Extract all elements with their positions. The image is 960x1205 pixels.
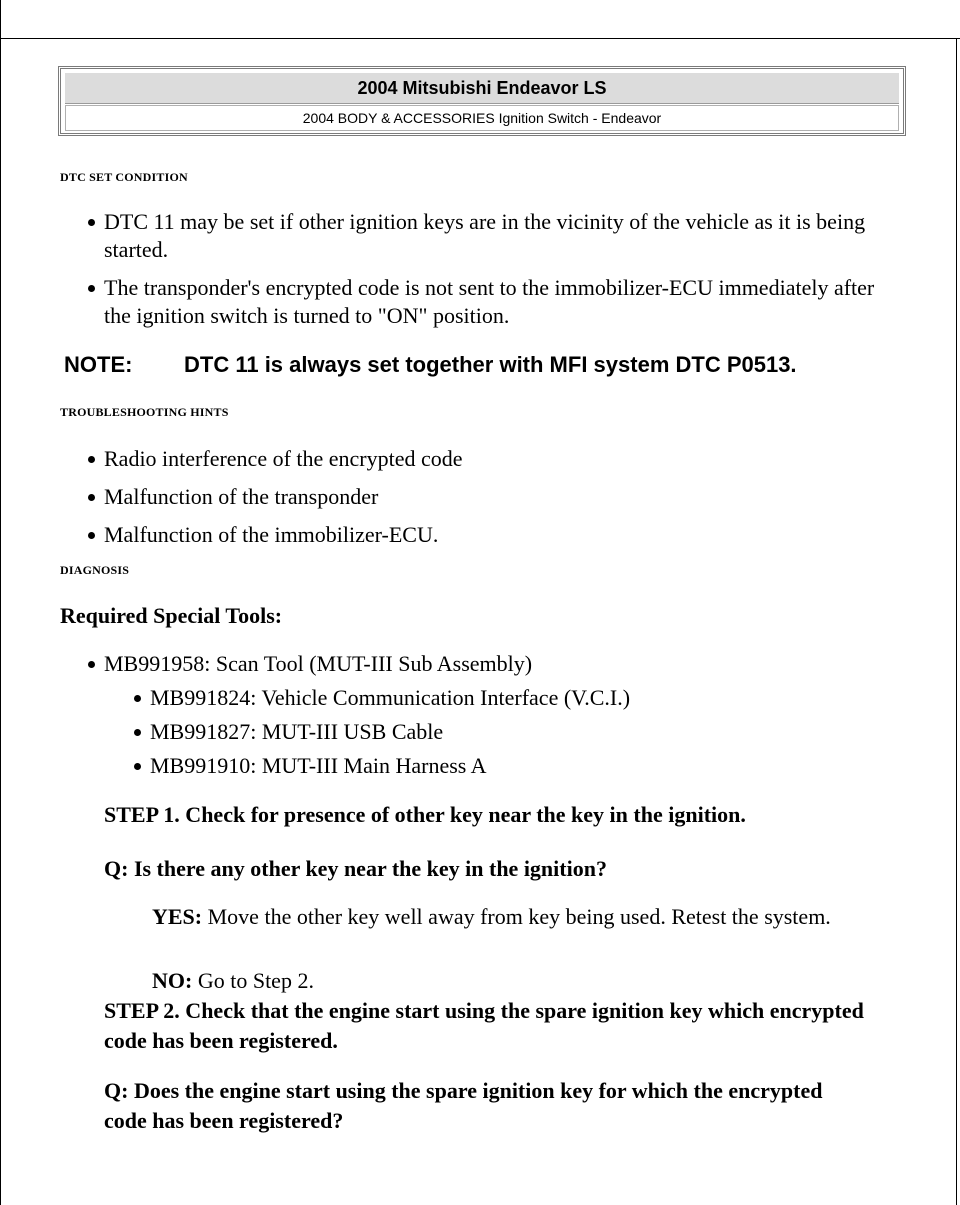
tools-sublist — [132, 684, 892, 786]
list-item: DTC 11 may be set if other ignition keys are in the vicinity of the vehicle as it is being started. — [86, 208, 906, 264]
answer-yes-1 — [152, 903, 872, 931]
note-label: NOTE: — [64, 352, 133, 377]
list-item: MB991824: Vehicle Communication Interface (V.C.I.) — [132, 684, 892, 712]
heading-diagnosis: DIAGNOSIS — [60, 563, 130, 577]
dtc-condition-list — [86, 208, 906, 340]
page-frame-right — [956, 38, 957, 1205]
page-frame-left — [0, 0, 1, 1205]
no-text: Go to Step 2. — [197, 968, 314, 993]
list-item: Radio interference of the encrypted code — [86, 445, 906, 473]
troubleshooting-list — [86, 445, 906, 559]
answer-no-1 — [152, 967, 872, 995]
question-2: Q: Does the engine start using the spare ignition key for which the encrypted code has been registered? — [104, 1078, 823, 1133]
yes-label: YES: — [152, 904, 203, 929]
document-subtitle: 2004 BODY & ACCESSORIES Ignition Switch - Endeavor — [65, 105, 899, 131]
heading-troubleshooting-hints: TROUBLESHOOTING HINTS — [60, 405, 229, 419]
tools-list — [86, 650, 906, 688]
list-item: The transponder's encrypted code is not sent to the immobilizer-ECU immediately after the ignition switch is turned to "ON" position. — [86, 274, 906, 330]
yes-text: Move the other key well away from key being used. Retest the system. — [207, 904, 831, 929]
document-title: 2004 Mitsubishi Endeavor LS — [65, 73, 899, 104]
note-text: DTC 11 is always set together with MFI system DTC P0513. — [184, 352, 797, 377]
step-2-heading: STEP 2. Check that the engine start using the spare ignition key which encrypted code has been registered. — [104, 998, 864, 1053]
list-item: Malfunction of the transponder — [86, 483, 906, 511]
question-1: Q: Is there any other key near the key in the ignition? — [104, 856, 607, 881]
page-frame-top — [0, 38, 960, 39]
list-item: MB991827: MUT-III USB Cable — [132, 718, 892, 746]
required-tools-heading: Required Special Tools: — [60, 603, 283, 628]
list-item: MB991958: Scan Tool (MUT-III Sub Assembly) — [86, 650, 906, 678]
no-label: NO: — [152, 968, 193, 993]
step-1-heading: STEP 1. Check for presence of other key near the key in the ignition. — [104, 802, 746, 827]
document-header — [58, 66, 906, 136]
note-box — [64, 352, 914, 378]
heading-dtc-set-condition: DTC SET CONDITION — [60, 170, 188, 184]
list-item: MB991910: MUT-III Main Harness A — [132, 752, 892, 780]
list-item: Malfunction of the immobilizer-ECU. — [86, 521, 906, 549]
